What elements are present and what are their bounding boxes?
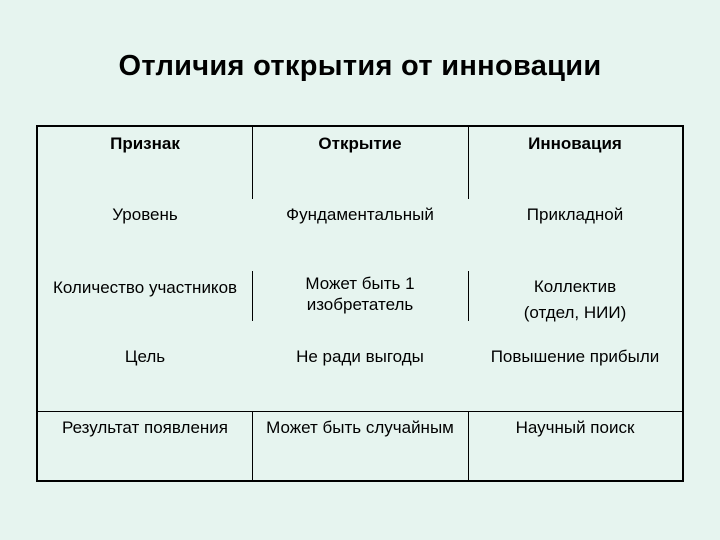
header-discovery: Открытие <box>318 134 402 153</box>
cell-goal-label: Цель <box>124 347 166 366</box>
cell-origin-label: Результат появления <box>61 418 228 437</box>
row-divider <box>38 411 682 412</box>
slide-title: Отличия открытия от инновации <box>118 50 602 82</box>
cell-level-label: Уровень <box>112 205 178 224</box>
cell-origin-innovation: Научный поиск <box>515 418 635 437</box>
cell-level-innovation: Прикладной <box>526 205 624 224</box>
cell-participants-innovation: Коллектив (отдел, НИИ) <box>523 277 627 322</box>
cell-participants-label: Количество участников <box>52 278 238 297</box>
cell-goal-discovery: Не ради выгоды <box>296 347 424 366</box>
comparison-table <box>36 125 684 482</box>
cell-level-discovery: Фундаментальный <box>286 205 434 224</box>
cell-goal-innovation: Повышение прибыли <box>490 347 660 366</box>
header-innovation: Инновация <box>528 134 622 153</box>
cell-participants-discovery: Может быть 1 изобретатель <box>305 274 415 314</box>
header-criterion: Признак <box>110 134 180 153</box>
cell-origin-discovery: Может быть случайным <box>266 418 454 437</box>
